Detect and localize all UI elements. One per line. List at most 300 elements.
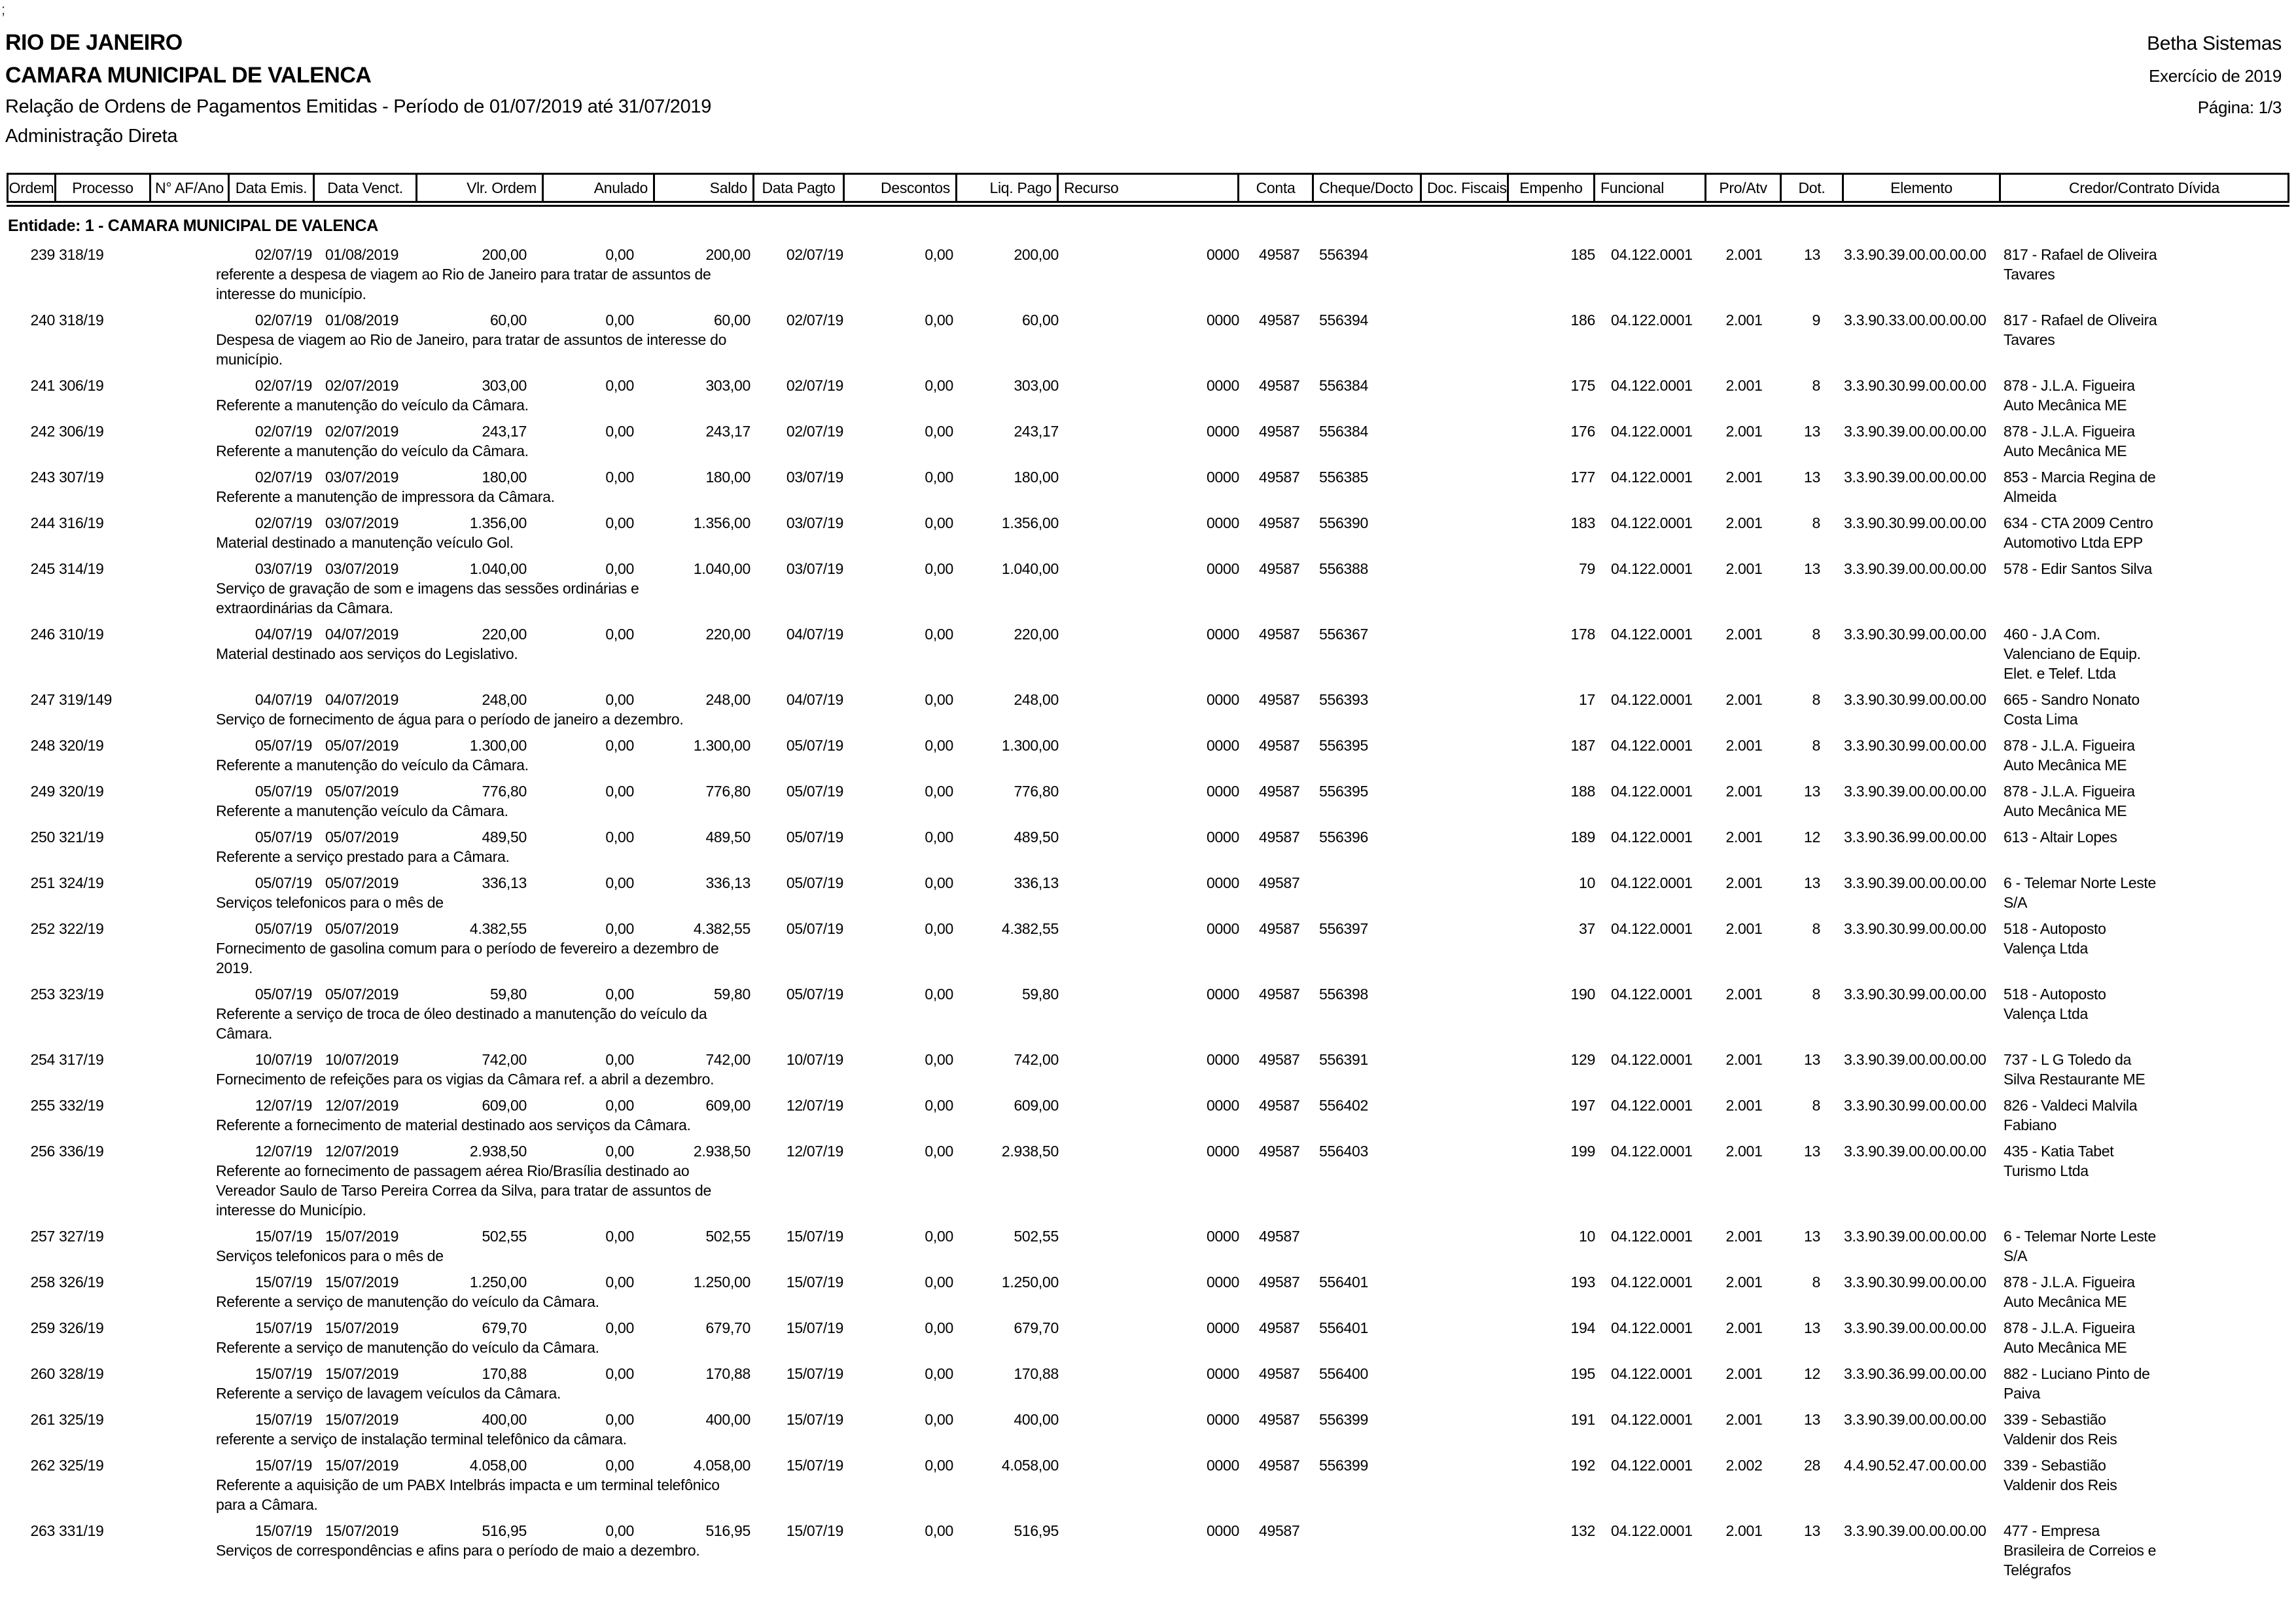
cell-empenho: 195	[1570, 1365, 1595, 1382]
cell-dot: 13	[1804, 1228, 1820, 1245]
cell-data-venct: 01/08/2019	[325, 312, 399, 329]
cell-descontos: 0,00	[925, 626, 953, 643]
cell-ordem: 244	[30, 514, 55, 531]
cell-anulado: 0,00	[605, 1097, 634, 1114]
cell-anulado: 0,00	[605, 1319, 634, 1336]
cell-vlr-ordem: 4.382,55	[469, 920, 527, 937]
cell-doc-fiscais	[1422, 624, 1509, 644]
column-header-3: N° AF/Ano	[151, 173, 230, 203]
cell-data-venct: 05/07/2019	[325, 874, 399, 891]
cell-recurso: 0000	[1207, 691, 1239, 708]
cell-empenho: 192	[1570, 1457, 1595, 1474]
cell-recurso: 0000	[1207, 1097, 1239, 1114]
cell-data-pagto: 02/07/19	[786, 246, 843, 263]
cell-anulado: 0,00	[605, 691, 634, 708]
row-description: Referente a manutenção do veículo da Câmara.	[216, 397, 529, 414]
cell-data-pagto: 02/07/19	[786, 377, 843, 394]
cell-processo: 331/19	[59, 1522, 104, 1539]
cell-recurso: 0000	[1207, 312, 1239, 329]
cell-liq-pago: 4.058,00	[1001, 1457, 1059, 1474]
cell-funcional: 04.122.0001	[1611, 1051, 1693, 1068]
column-header-7: Anulado	[544, 173, 655, 203]
row-description: Material destinado aos serviços do Legislativo.	[216, 645, 518, 662]
row-values	[7, 376, 2001, 395]
cell-liq-pago: 679,70	[1014, 1319, 1059, 1336]
table-row	[7, 624, 2289, 683]
cell-recurso: 0000	[1207, 920, 1239, 937]
cell-cheque-docto: 556401	[1319, 1274, 1368, 1291]
row-description: Referente a serviço de lavagem veículos da Câmara.	[216, 1385, 561, 1402]
cell-data-emis: 15/07/19	[255, 1319, 312, 1336]
cell-pro-atv: 2.001	[1725, 1411, 1763, 1428]
column-header-20: Elemento	[1844, 173, 2001, 203]
row-values	[7, 781, 2001, 801]
cell-dot: 9	[1812, 312, 1820, 329]
cell-cheque-docto: 556399	[1319, 1457, 1368, 1474]
cell-funcional: 04.122.0001	[1611, 469, 1693, 486]
column-header-17: Funcional	[1595, 173, 1706, 203]
cell-conta: 49587	[1259, 783, 1300, 800]
cell-data-pagto: 03/07/19	[786, 560, 843, 577]
cell-recurso: 0000	[1207, 560, 1239, 577]
cell-pro-atv: 2.001	[1725, 1365, 1763, 1382]
cell-credor: 817 - Rafael de Oliveira Tavares	[2004, 246, 2157, 283]
cell-empenho: 183	[1570, 514, 1595, 531]
cell-doc-fiscais	[1422, 1318, 1509, 1338]
cell-ordem: 249	[30, 783, 55, 800]
cell-empenho: 79	[1579, 560, 1595, 577]
cell-doc-fiscais	[1422, 1141, 1509, 1161]
cell-funcional: 04.122.0001	[1611, 1522, 1693, 1539]
row-values	[7, 1226, 2001, 1246]
report-header-right	[2147, 27, 2282, 123]
cell-data-pagto: 15/07/19	[786, 1228, 843, 1245]
cell-data-pagto: 02/07/19	[786, 423, 843, 440]
cell-data-emis: 15/07/19	[255, 1228, 312, 1245]
cell-processo: 336/19	[59, 1143, 104, 1160]
cell-dot: 8	[1812, 920, 1820, 937]
cell-af-ano	[151, 1521, 230, 1541]
cell-funcional: 04.122.0001	[1611, 1411, 1693, 1428]
cell-elemento: 3.3.90.39.00.00.00.00	[1844, 1319, 1987, 1336]
cell-saldo: 1.040,00	[693, 560, 751, 577]
cell-data-emis: 12/07/19	[255, 1097, 312, 1114]
cell-funcional: 04.122.0001	[1611, 1365, 1693, 1382]
row-description: Referente a serviço de troca de óleo destinado a manutenção do veículo da Câmara.	[216, 1005, 707, 1042]
cell-cheque-docto: 556395	[1319, 783, 1368, 800]
cell-conta: 49587	[1259, 691, 1300, 708]
cell-pro-atv: 2.001	[1725, 626, 1763, 643]
table-row	[7, 1521, 2289, 1580]
row-values	[7, 690, 2001, 709]
column-header-6: Vlr. Ordem	[417, 173, 544, 203]
column-header-2: Processo	[56, 173, 151, 203]
cell-anulado: 0,00	[605, 423, 634, 440]
cell-pro-atv: 2.001	[1725, 469, 1763, 486]
cell-funcional: 04.122.0001	[1611, 626, 1693, 643]
cell-credor: 518 - Autoposto Valença Ltda	[2004, 920, 2106, 957]
report-title: Relação de Ordens de Pagamentos Emitidas - Período de 01/07/2019 até 31/07/2019	[5, 96, 712, 117]
cell-empenho: 190	[1570, 986, 1595, 1003]
cell-doc-fiscais	[1422, 984, 1509, 1004]
cell-descontos: 0,00	[925, 986, 953, 1003]
row-values	[7, 513, 2001, 533]
cell-credor: 613 - Altair Lopes	[2004, 829, 2117, 846]
cell-data-emis: 15/07/19	[255, 1365, 312, 1382]
cell-saldo: 4.058,00	[693, 1457, 751, 1474]
row-values	[7, 919, 2001, 938]
cell-recurso: 0000	[1207, 1274, 1239, 1291]
cell-recurso: 0000	[1207, 829, 1239, 846]
cell-ordem: 240	[30, 312, 55, 329]
cell-recurso: 0000	[1207, 1522, 1239, 1539]
cell-elemento: 3.3.90.39.00.00.00.00	[1844, 1143, 1987, 1160]
cell-pro-atv: 2.001	[1725, 1522, 1763, 1539]
cell-credor: 339 - Sebastião Valdenir dos Reis	[2004, 1457, 2117, 1493]
cell-credor: 6 - Telemar Norte Leste S/A	[2004, 1228, 2157, 1264]
row-values	[7, 559, 2001, 579]
cell-pro-atv: 2.001	[1725, 986, 1763, 1003]
cell-dot: 13	[1804, 1522, 1820, 1539]
table-row	[7, 513, 2289, 552]
row-values	[7, 1272, 2001, 1292]
row-description: Referente a manutenção do veículo da Câmara.	[216, 442, 529, 459]
cell-empenho: 193	[1570, 1274, 1595, 1291]
cell-liq-pago: 200,00	[1014, 246, 1059, 263]
cell-cheque-docto	[1314, 1521, 1422, 1541]
cell-conta: 49587	[1259, 246, 1300, 263]
cell-empenho: 132	[1570, 1522, 1595, 1539]
cell-af-ano	[151, 919, 230, 938]
cell-saldo: 1.250,00	[693, 1274, 751, 1291]
cell-data-pagto: 05/07/19	[786, 737, 843, 754]
table-row	[7, 1455, 2289, 1514]
table-row	[7, 781, 2289, 821]
cell-dot: 13	[1804, 874, 1820, 891]
cell-dot: 13	[1804, 469, 1820, 486]
cell-conta: 49587	[1259, 469, 1300, 486]
cell-processo: 314/19	[59, 560, 104, 577]
table-row	[7, 984, 2289, 1043]
cell-af-ano	[151, 1226, 230, 1246]
cell-data-venct: 12/07/2019	[325, 1143, 399, 1160]
cell-descontos: 0,00	[925, 1411, 953, 1428]
cell-cheque-docto	[1314, 873, 1422, 893]
cell-empenho: 188	[1570, 783, 1595, 800]
cell-pro-atv: 2.001	[1725, 514, 1763, 531]
cell-processo: 325/19	[59, 1457, 104, 1474]
cell-descontos: 0,00	[925, 783, 953, 800]
row-values	[7, 245, 2001, 264]
cell-saldo: 248,00	[705, 691, 751, 708]
report-scope: Administração Direta	[5, 126, 178, 147]
cell-funcional: 04.122.0001	[1611, 1228, 1693, 1245]
cell-pro-atv: 2.001	[1725, 829, 1763, 846]
cell-af-ano	[151, 467, 230, 487]
cell-data-emis: 15/07/19	[255, 1411, 312, 1428]
cell-doc-fiscais	[1422, 513, 1509, 533]
cell-doc-fiscais	[1422, 421, 1509, 441]
table-row	[7, 245, 2289, 304]
cell-processo: 317/19	[59, 1051, 104, 1068]
cell-vlr-ordem: 776,80	[482, 783, 527, 800]
cell-ordem: 245	[30, 560, 55, 577]
column-header-12: Recurso	[1059, 173, 1239, 203]
cell-processo: 332/19	[59, 1097, 104, 1114]
row-description: Referente ao fornecimento de passagem aérea Rio/Brasília destinado ao Vereador Saulo de Tarso Pereira Correa da Silva, para tratar de assuntos de interesse do Município.	[216, 1162, 711, 1219]
cell-ordem: 258	[30, 1274, 55, 1291]
cell-data-emis: 15/07/19	[255, 1522, 312, 1539]
cell-vlr-ordem: 742,00	[482, 1051, 527, 1068]
table-row	[7, 1272, 2289, 1311]
cell-liq-pago: 336,13	[1014, 874, 1059, 891]
row-description: Serviços de correspondências e afins para o período de maio a dezembro.	[216, 1542, 700, 1559]
cell-processo: 320/19	[59, 783, 104, 800]
cell-descontos: 0,00	[925, 1274, 953, 1291]
cell-elemento: 3.3.90.33.00.00.00.00	[1844, 312, 1987, 329]
cell-liq-pago: 489,50	[1014, 829, 1059, 846]
cell-af-ano	[151, 310, 230, 330]
page-number: Página: 1/3	[2197, 98, 2282, 117]
cell-af-ano	[151, 513, 230, 533]
table-row	[7, 1410, 2289, 1449]
cell-descontos: 0,00	[925, 1522, 953, 1539]
cell-liq-pago: 1.300,00	[1001, 737, 1059, 754]
cell-recurso: 0000	[1207, 626, 1239, 643]
cell-saldo: 243,17	[705, 423, 751, 440]
table-row	[7, 1050, 2289, 1089]
cell-vlr-ordem: 200,00	[482, 246, 527, 263]
table-row	[7, 690, 2289, 729]
row-description: Serviços telefonicos para o mês de	[216, 894, 444, 911]
cell-anulado: 0,00	[605, 1365, 634, 1382]
cell-elemento: 3.3.90.39.00.00.00.00	[1844, 874, 1987, 891]
cell-elemento: 3.3.90.30.99.00.00.00	[1844, 691, 1987, 708]
cell-ordem: 262	[30, 1457, 55, 1474]
cell-funcional: 04.122.0001	[1611, 377, 1693, 394]
cell-empenho: 186	[1570, 312, 1595, 329]
cell-elemento: 3.3.90.30.99.00.00.00	[1844, 514, 1987, 531]
cell-pro-atv: 2.001	[1725, 874, 1763, 891]
cell-ordem: 247	[30, 691, 55, 708]
cell-credor: 878 - J.L.A. Figueira Auto Mecânica ME	[2004, 377, 2135, 414]
cell-descontos: 0,00	[925, 377, 953, 394]
cell-vlr-ordem: 516,95	[482, 1522, 527, 1539]
row-values	[7, 467, 2001, 487]
cell-descontos: 0,00	[925, 1097, 953, 1114]
cell-saldo: 609,00	[705, 1097, 751, 1114]
table-row	[7, 1141, 2289, 1220]
row-description: Referente a aquisição de um PABX Intelbrás impacta e um terminal telefônico para a Câmara.	[216, 1476, 720, 1513]
cell-data-venct: 15/07/2019	[325, 1228, 399, 1245]
cell-anulado: 0,00	[605, 1228, 634, 1245]
cell-dot: 8	[1812, 1097, 1820, 1114]
cell-vlr-ordem: 60,00	[489, 312, 527, 329]
cell-recurso: 0000	[1207, 737, 1239, 754]
cell-vlr-ordem: 400,00	[482, 1411, 527, 1428]
table-row	[7, 421, 2289, 461]
cell-credor: 878 - J.L.A. Figueira Auto Mecânica ME	[2004, 737, 2135, 774]
cell-af-ano	[151, 624, 230, 644]
column-header-19: Dot.	[1782, 173, 1844, 203]
cell-saldo: 776,80	[705, 783, 751, 800]
cell-data-emis: 10/07/19	[255, 1051, 312, 1068]
cell-pro-atv: 2.001	[1725, 560, 1763, 577]
cell-elemento: 3.3.90.39.00.00.00.00	[1844, 560, 1987, 577]
cell-credor: 6 - Telemar Norte Leste S/A	[2004, 874, 2157, 911]
row-description: Fornecimento de refeições para os vigias da Câmara ref. a abril a dezembro.	[216, 1071, 715, 1088]
cell-doc-fiscais	[1422, 873, 1509, 893]
cell-doc-fiscais	[1422, 1272, 1509, 1292]
row-description: Referente a manutenção de impressora da Câmara.	[216, 488, 555, 505]
cell-data-emis: 04/07/19	[255, 626, 312, 643]
cell-funcional: 04.122.0001	[1611, 1457, 1693, 1474]
cell-saldo: 303,00	[705, 377, 751, 394]
cell-liq-pago: 248,00	[1014, 691, 1059, 708]
cell-descontos: 0,00	[925, 874, 953, 891]
cell-conta: 49587	[1259, 920, 1300, 937]
cell-vlr-ordem: 1.300,00	[469, 737, 527, 754]
cell-funcional: 04.122.0001	[1611, 874, 1693, 891]
table-row	[7, 1318, 2289, 1357]
cell-saldo: 1.356,00	[693, 514, 751, 531]
row-description: Referente a manutenção veículo da Câmara.	[216, 802, 508, 819]
row-description: Despesa de viagem ao Rio de Janeiro, para tratar de assuntos de interesse do município.	[216, 331, 727, 368]
cell-anulado: 0,00	[605, 626, 634, 643]
cell-cheque-docto: 556396	[1319, 829, 1368, 846]
cell-anulado: 0,00	[605, 783, 634, 800]
cell-doc-fiscais	[1422, 376, 1509, 395]
header-state: RIO DE JANEIRO	[5, 30, 183, 55]
cell-elemento: 3.3.90.39.00.00.00.00	[1844, 469, 1987, 486]
cell-elemento: 3.3.90.30.99.00.00.00	[1844, 737, 1987, 754]
cell-dot: 13	[1804, 783, 1820, 800]
cell-data-venct: 10/07/2019	[325, 1051, 399, 1068]
cell-saldo: 59,80	[713, 986, 751, 1003]
cell-vlr-ordem: 336,13	[482, 874, 527, 891]
cell-credor: 634 - CTA 2009 Centro Automotivo Ltda EPP	[2004, 514, 2153, 551]
cell-credor: 878 - J.L.A. Figueira Auto Mecânica ME	[2004, 1274, 2135, 1310]
cell-funcional: 04.122.0001	[1611, 246, 1693, 263]
cell-ordem: 261	[30, 1411, 55, 1428]
cell-empenho: 177	[1570, 469, 1595, 486]
cell-saldo: 502,55	[705, 1228, 751, 1245]
row-description: Referente a manutenção do veículo da Câmara.	[216, 757, 529, 774]
cell-data-venct: 15/07/2019	[325, 1457, 399, 1474]
cell-descontos: 0,00	[925, 737, 953, 754]
cell-ordem: 259	[30, 1319, 55, 1336]
cell-funcional: 04.122.0001	[1611, 312, 1693, 329]
cell-conta: 49587	[1259, 1143, 1300, 1160]
cell-dot: 12	[1804, 1365, 1820, 1382]
cell-dot: 8	[1812, 514, 1820, 531]
cell-dot: 13	[1804, 246, 1820, 263]
table-row	[7, 376, 2289, 415]
cell-recurso: 0000	[1207, 423, 1239, 440]
cell-funcional: 04.122.0001	[1611, 691, 1693, 708]
column-header-10: Descontos	[845, 173, 957, 203]
row-values	[7, 1096, 2001, 1115]
scan-artifact: ;	[1, 1, 6, 18]
row-values	[7, 1141, 2001, 1161]
cell-data-emis: 04/07/19	[255, 691, 312, 708]
cell-ordem: 250	[30, 829, 55, 846]
cell-elemento: 3.3.90.39.00.00.00.00	[1844, 1228, 1987, 1245]
cell-data-venct: 02/07/2019	[325, 377, 399, 394]
cell-dot: 8	[1812, 737, 1820, 754]
table-row	[7, 827, 2289, 866]
cell-cheque-docto: 556393	[1319, 691, 1368, 708]
orders-table	[7, 173, 2289, 1580]
cell-data-emis: 12/07/19	[255, 1143, 312, 1160]
cell-data-emis: 02/07/19	[255, 377, 312, 394]
cell-data-emis: 05/07/19	[255, 986, 312, 1003]
cell-cheque-docto: 556394	[1319, 246, 1368, 263]
cell-saldo: 679,70	[705, 1319, 751, 1336]
cell-saldo: 4.382,55	[693, 920, 751, 937]
cell-conta: 49587	[1259, 1228, 1300, 1245]
row-description: Serviço de fornecimento de água para o período de janeiro a dezembro.	[216, 711, 684, 728]
cell-empenho: 191	[1570, 1411, 1595, 1428]
cell-elemento: 3.3.90.36.99.00.00.00	[1844, 829, 1987, 846]
cell-data-pagto: 05/07/19	[786, 986, 843, 1003]
cell-processo: 316/19	[59, 514, 104, 531]
cell-anulado: 0,00	[605, 986, 634, 1003]
cell-vlr-ordem: 1.250,00	[469, 1274, 527, 1291]
cell-data-pagto: 15/07/19	[786, 1411, 843, 1428]
cell-cheque-docto: 556399	[1319, 1411, 1368, 1428]
cell-vlr-ordem: 489,50	[482, 829, 527, 846]
column-header-15: Doc. Fiscais	[1422, 173, 1509, 203]
cell-ordem: 248	[30, 737, 55, 754]
row-values	[7, 1364, 2001, 1383]
cell-doc-fiscais	[1422, 781, 1509, 801]
cell-empenho: 37	[1579, 920, 1595, 937]
cell-empenho: 10	[1579, 874, 1595, 891]
cell-anulado: 0,00	[605, 469, 634, 486]
cell-conta: 49587	[1259, 1411, 1300, 1428]
cell-credor: 578 - Edir Santos Silva	[2004, 560, 2153, 577]
cell-elemento: 3.3.90.30.99.00.00.00	[1844, 1274, 1987, 1291]
cell-funcional: 04.122.0001	[1611, 1143, 1693, 1160]
cell-data-emis: 02/07/19	[255, 423, 312, 440]
cell-doc-fiscais	[1422, 1050, 1509, 1069]
cell-dot: 13	[1804, 1319, 1820, 1336]
cell-data-venct: 02/07/2019	[325, 423, 399, 440]
cell-pro-atv: 2.001	[1725, 1319, 1763, 1336]
cell-empenho: 199	[1570, 1143, 1595, 1160]
cell-data-venct: 15/07/2019	[325, 1522, 399, 1539]
column-header-9: Data Pagto	[754, 173, 845, 203]
cell-ordem: 242	[30, 423, 55, 440]
cell-recurso: 0000	[1207, 1051, 1239, 1068]
cell-liq-pago: 516,95	[1014, 1522, 1059, 1539]
cell-data-pagto: 15/07/19	[786, 1319, 843, 1336]
cell-conta: 49587	[1259, 874, 1300, 891]
cell-data-emis: 03/07/19	[255, 560, 312, 577]
row-values	[7, 1050, 2001, 1069]
cell-liq-pago: 1.250,00	[1001, 1274, 1059, 1291]
cell-funcional: 04.122.0001	[1611, 1319, 1693, 1336]
cell-processo: 320/19	[59, 737, 104, 754]
cell-descontos: 0,00	[925, 1365, 953, 1382]
cell-doc-fiscais	[1422, 1521, 1509, 1541]
cell-processo: 323/19	[59, 986, 104, 1003]
cell-credor: 737 - L G Toledo da Silva Restaurante ME	[2004, 1051, 2146, 1088]
cell-anulado: 0,00	[605, 514, 634, 531]
cell-af-ano	[151, 1455, 230, 1475]
cell-data-venct: 05/07/2019	[325, 829, 399, 846]
